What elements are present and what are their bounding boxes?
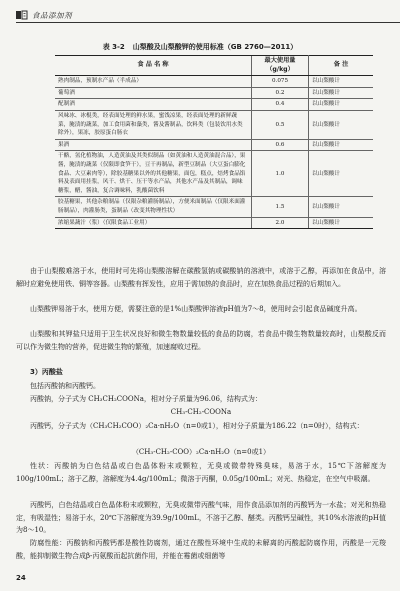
cell-max: 0.6 [252,139,309,151]
header-ornament-icon [16,10,28,20]
table-row [55,87,373,99]
table-header-row [55,56,373,76]
col-food-header: 食 品 名 称 [55,56,252,76]
cell-food: 浓缩果蔬汁（浆）（仅限食品工业用） [55,217,252,229]
table-row [55,110,373,139]
table-caption [0,42,400,52]
cell-food: 果酒 [55,139,252,151]
paragraph-propionate-intro: 包括丙酸钠和丙酸钙。 [30,382,100,390]
cell-food: 胶基糖果，其他杂粮制品（仅限杂粮灌肠制品），方便米面制品（仅限米面灌肠制品），肉灌肠类，蛋制品（改变其物理性状） [55,197,252,217]
table-number: 表 3-2 [102,43,125,51]
paragraph-sorbic-usage: 由于山梨酸难溶于水，使用时可先将山梨酸溶解在碳酸氢钠或碳酸钠的溶液中，或溶于乙醇，再添加在食品中，溶解时应避免使用铁、铜等容器。山梨酸有挥发性，应用于需加热的食品时，应在加热食品过程的后期加入。 [16,267,386,288]
header-rule [16,22,400,23]
paragraph-properties-calcium: 丙酸钙，白色结晶或白色晶体粉末或颗粒，无臭或微带丙酸气味，用作食品添加剂的丙酸钙为一水盐；对光和热稳定，有吸湿性；易溶于水，20℃下溶解度为39.9g/100mL，不溶于乙醇、醚类。丙酸钙呈碱性，其10%水溶液的pH值为8～10。 [16,501,386,534]
formula-sodium-propionate: CH₃-CH₂-COONa [170,408,232,416]
cell-note: 以山梨酸计 [309,139,374,151]
cell-max: 0.4 [252,99,309,111]
table-row [55,151,373,197]
paragraph-calcium-propionate: 丙酸钙，分子式为（CH₃CH₂COO）₂Ca·nH₂O（n=0或1），相对分子质量为186.22（n=0时），结构式： [30,422,364,430]
cell-food: 配制酒 [55,99,252,111]
cell-max: 0.075 [252,76,309,88]
cell-food: 干酪，氢化植物油，人造黄油及其类似制品（如黄油和人造黄油混合品），果酱，腌渍的蔬菜（仅限即食笋干），豆干再制品，新型豆制品（大豆蛋白膨化食品、大豆素肉等），除胶基糖果以外的其他糖果，面包，糕点，焙烤食品馅料及表面用挂浆，风干、烘干、压干等水产品，其他水产品及其制品，调味糖浆，醋，酱油，复合调味料，乳酸菌饮料 [55,151,252,197]
cell-max: 1.5 [252,197,309,217]
cell-max: 0.5 [252,110,309,139]
paragraph-potassium-sorbate: 山梨酸钾易溶于水，使用方便，需要注意的是1%山梨酸钾溶液pH值为7～8，使用时会引起食品碱度升高。 [30,305,362,313]
cell-note: 以山梨酸计 [309,197,374,217]
cell-max: 0.2 [252,87,309,99]
cell-note: 以山梨酸计 [309,151,374,197]
cell-note: 以山梨酸计 [309,76,374,88]
table-row [55,139,373,151]
cell-note: 以山梨酸计 [309,87,374,99]
section-heading-propionates: 3）丙酸盐 [30,368,63,376]
paragraph-properties-sodium: 性状：丙酸钠为白色结晶或白色晶体粉末或颗粒，无臭或微带特殊臭味，易溶于水，15℃下溶解度为100g/100mL；溶于乙醇，溶解度为4.4g/100mL；微溶于丙酮，0.05g/100mL；对光、热稳定，在空气中吸潮。 [16,462,386,483]
cell-food: 熟肉制品，预制水产品（半成品） [55,76,252,88]
table-row [55,217,373,229]
table-row [55,76,373,88]
cell-max: 2.0 [252,217,309,229]
cell-note: 以山梨酸计 [309,217,374,229]
paragraph-preservative-performance: 防腐性能：丙酸钠和丙酸钙都是酸性防腐剂，通过在酸性环境中生成的未解离的丙酸起防腐作用，丙酸是一元羧酸，能抑制微生物合成β-丙氨酸而起抗菌作用，并能在霉菌或细菌等 [16,539,386,560]
page-number: 24 [16,574,26,582]
cell-note: 以山梨酸计 [309,99,374,111]
cell-note: 以山梨酸计 [309,110,374,139]
cell-food: 葡萄酒 [55,87,252,99]
running-header [16,8,72,22]
table-title: 山梨酸及山梨酸钾的使用标准（GB 2760—2011） [132,43,298,51]
paragraph-sorbate-scope: 山梨酸和其钾盐只适用于卫生状况良好和微生物数量较低的食品的防腐，若食品中微生物数量较高时，山梨酸反而可以作为微生物的营养，促进微生物的繁殖，加速腐败过程。 [16,330,386,351]
col-note-header: 备 注 [309,56,374,76]
paragraph-sodium-propionate: 丙酸钠，分子式为 CH₃CH₂COONa，相对分子质量为96.06，结构式为： [30,395,262,403]
formula-calcium-propionate: （CH₃-CH₂-COO）₂Ca·nH₂O（n=0或1） [131,448,271,456]
table-row [55,197,373,217]
col-max-header: 最大使用量（g/kg） [252,56,309,76]
cell-max: 1.0 [252,151,309,197]
cell-food: 风味冰、冰棍类，经表面处理的鲜水果，蜜饯凉果，经表面处理的新鲜蔬菜，腌渍的蔬菜，加工食用菌和藻类，酱及酱制品，饮料类（包装饮用水类除外），果冻，胶原蛋白肠衣 [55,110,252,139]
header-title: 食品添加剂 [32,10,72,20]
table-row [55,99,373,111]
usage-standard-table [55,55,373,229]
